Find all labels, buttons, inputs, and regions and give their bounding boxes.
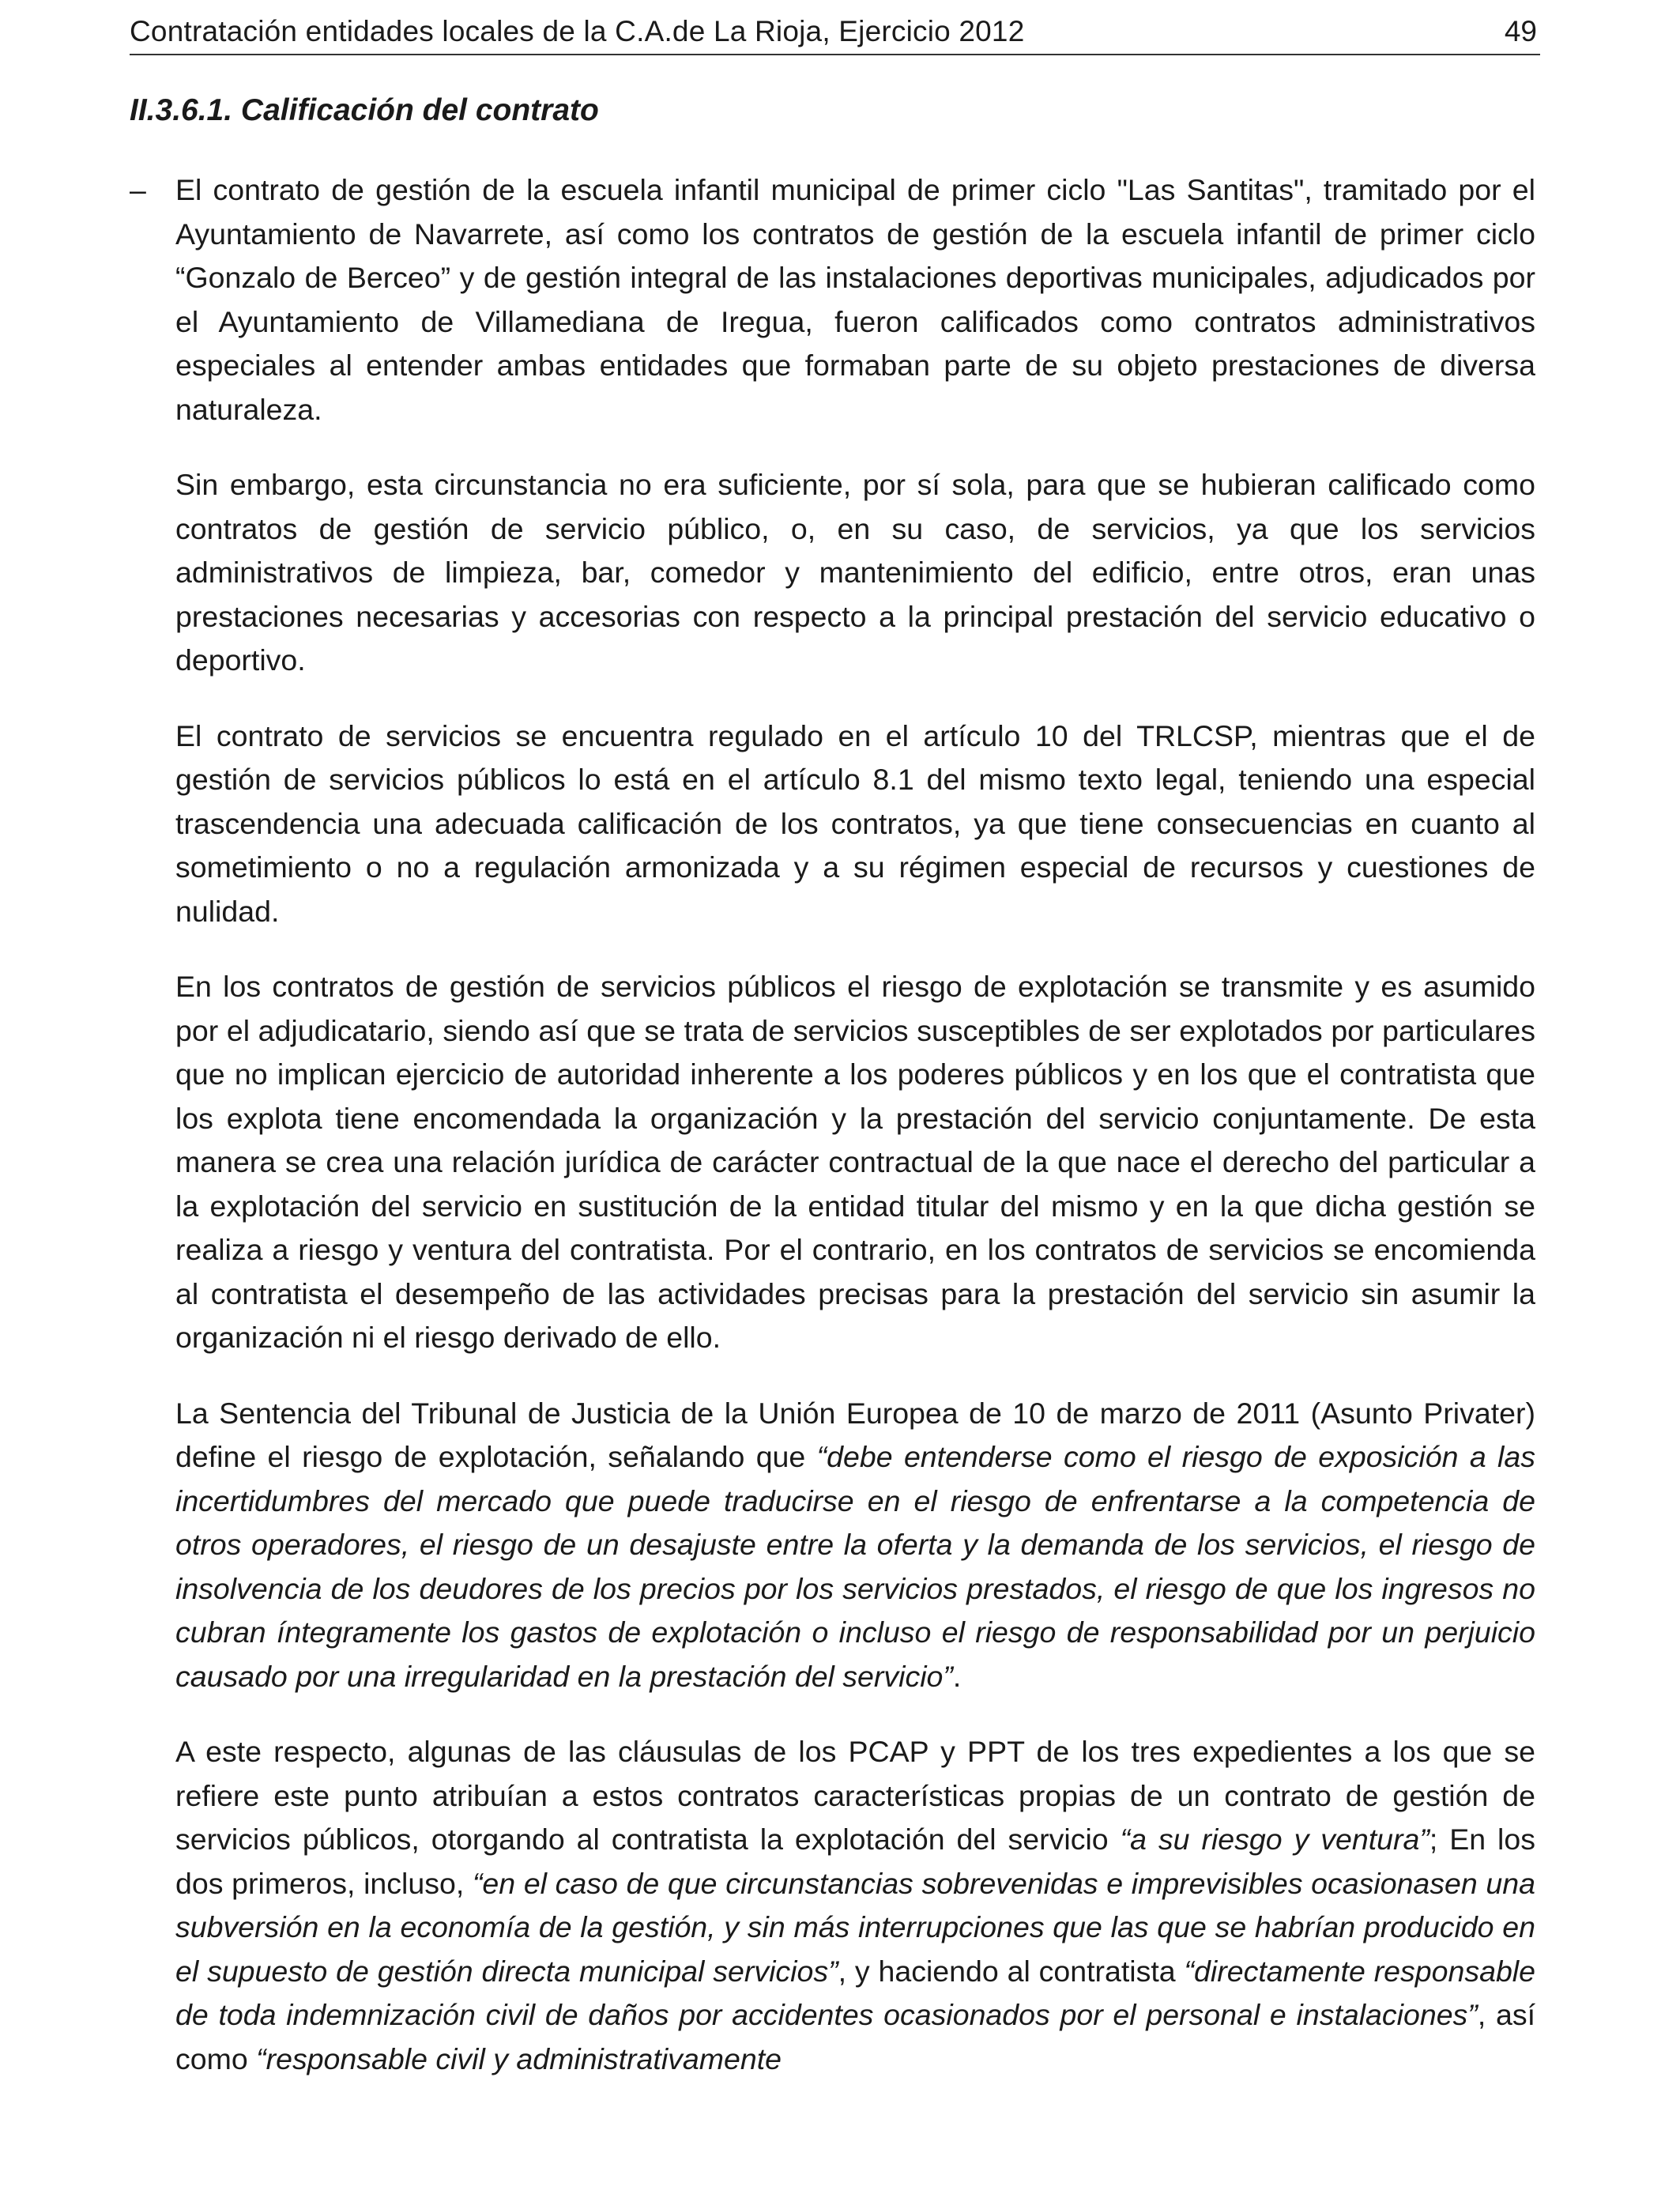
paragraph — [130, 168, 1535, 432]
paragraph-text: El contrato de gestión de la escuela infantil municipal de primer ciclo "Las Santitas", tramitado por el Ayuntamiento de Navarrete, así como los contratos de gestión de la escuela infantil de primer ciclo “Gonzalo de Berceo” y de gestión integral de las instalaciones deportivas municipales, adjudicados por el Ayuntamiento de Villamediana de Iregua, fueron calificados como contratos administrativos especiales al entender ambas entidades que formaban parte de su objeto prestaciones de diversa naturaleza. — [175, 173, 1535, 426]
paragraph-text: A este respecto, algunas de las cláusulas de los PCAP y PPT de los tres expedientes a los que se refiere este punto atribuían a estos contratos características propias de un contrato de gestión de servicios públicos, otorgando al contratista la explotación del servicio — [175, 1735, 1535, 1856]
paragraph-text: En los contratos de gestión de servicios públicos el riesgo de explotación se transmite y es asumido por el adjudicatario, siendo así que se trata de servicios susceptibles de ser explotados por particulares que no implican ejercicio de autoridad inherente a los poderes públicos y en los que el contratista que los explota tiene encomendada la organización y la prestación del servicio conjuntamente. De esta manera se crea una relación jurídica de carácter contractual de la que nace el derecho del particular a la explotación del servicio en sustitución de la entidad titular del mismo y en la que dicha gestión se realiza a riesgo y ventura del contratista. Por el contrario, en los contratos de servicios se encomienda al contratista el desempeño de las actividades precisas para la prestación del servicio sin asumir la organización ni el riesgo derivado de ello. — [175, 970, 1535, 1354]
paragraph — [175, 463, 1535, 683]
paragraph-text: . — [952, 1659, 962, 1693]
paragraph-text: Sin embargo, esta circunstancia no era suficiente, por sí sola, para que se hubieran calificado como contratos de gestión de servicio público, o, en su caso, de servicios, ya que los servicios administrativos de limpieza, bar, comedor y mantenimiento del edificio, entre otros, eran unas prestaciones necesarias y accesorias con respecto a la principal prestación del servicio educativo o deportivo. — [175, 468, 1535, 677]
header-title: Contratación entidades locales de la C.A.de La Rioja, Ejercicio 2012 — [130, 15, 1025, 47]
page-header — [130, 9, 1540, 55]
paragraph — [175, 1730, 1535, 2081]
paragraph — [175, 1392, 1535, 1699]
paragraph-text: La Sentencia del Tribunal de Justicia de la Unión Europea de 10 de marzo de 2011 (Asunto Privater) define el riesgo de explotación, señalando que — [175, 1396, 1535, 1473]
paragraph-text: ; En los dos primeros, incluso, — [175, 1823, 1535, 1900]
quoted-text: “a su riesgo y ventura” — [1120, 1823, 1430, 1856]
quoted-text: “en el caso de que circunstancias sobrevenidas e imprevisibles ocasionasen una subversión en la economía de la gestión, y sin más interrupciones que las que se habrían producido en el supuesto de gestión directa municipal servicios” — [175, 1866, 1535, 1988]
section-title: II.3.6.1. Calificación del contrato — [130, 93, 599, 127]
quoted-text: “responsable civil y administrativamente — [256, 2041, 782, 2075]
paragraph — [175, 965, 1535, 1360]
paragraph-text: , y haciendo al contratista — [838, 1954, 1185, 1988]
quoted-text: “directamente responsable de toda indemnización civil de daños por accidentes ocasionados por el personal e instalaciones” — [175, 1954, 1535, 2031]
paragraph-text: El contrato de servicios se encuentra regulado en el artículo 10 del TRLCSP, mientras que el de gestión de servicios públicos lo está en el artículo 8.1 del mismo texto legal, teniendo una especial trascendencia una adecuada calificación de los contratos, ya que tiene consecuencias en cuanto al sometimiento o no a regulación armonizada y a su régimen especial de recursos y cuestiones de nulidad. — [175, 718, 1535, 928]
quoted-text: “debe entenderse como el riesgo de exposición a las incertidumbres del mercado que puede traducirse en el riesgo de enfrentarse a la competencia de otros operadores, el riesgo de un desajuste entre la oferta y la demanda de los servicios, el riesgo de insolvencia de los deudores de los precios por los servicios prestados, el riesgo de que los ingresos no cubran íntegramente los gastos de explotación o incluso el riesgo de responsabilidad por un perjuicio causado por una irregularidad en la prestación del servicio” — [175, 1440, 1535, 1693]
paragraph-text: , así como — [175, 1998, 1535, 2075]
document-body — [130, 168, 1535, 2113]
page-number: 49 — [1504, 15, 1537, 47]
paragraph — [175, 714, 1535, 934]
list-dash-marker: – — [130, 173, 146, 206]
